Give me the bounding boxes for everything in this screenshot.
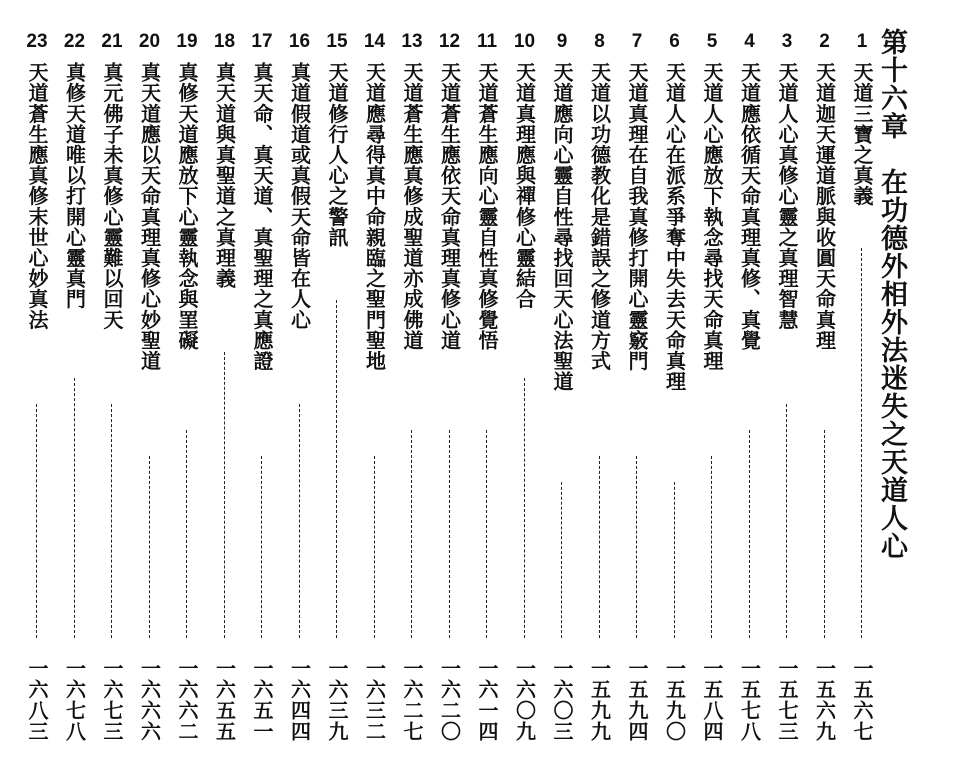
dot-leader [186,430,187,638]
dot-leader [674,482,675,638]
dot-leader [111,404,112,638]
chapter-title: 第十六章 在功德外相外法迷失之天道人心 [876,28,907,560]
dot-leader [636,456,637,638]
dot-leader [149,456,150,638]
dot-leader [711,456,712,638]
entry-number: 17 [251,31,273,52]
entry-page-number: 一五九四 [625,658,649,742]
toc-entry[interactable] [770,30,804,760]
entry-number: 3 [781,31,793,52]
toc-entry[interactable] [620,30,654,760]
toc-entry[interactable] [58,30,92,760]
dot-leader [374,456,375,638]
entry-number: 13 [401,31,423,52]
entry-number: 18 [213,31,236,52]
toc-entry[interactable] [358,30,392,760]
entry-title: 天道蒼生應真修末世心妙真法 [25,62,49,330]
entry-number: 12 [438,31,461,52]
entry-number: 9 [556,31,568,52]
entry-number: 16 [288,31,311,52]
entry-title: 天道人心真修心靈之真理智慧 [775,62,799,330]
entry-title: 天道蒼生應真修成聖道亦成佛道 [400,62,424,351]
dot-leader [861,248,862,638]
entry-page-number: 一五七三 [775,658,799,742]
dot-leader [261,456,262,638]
toc-entry[interactable] [245,30,279,760]
entry-number: 7 [631,31,643,52]
toc-entry[interactable] [170,30,204,760]
entry-title: 天道蒼生應依天命真理真修心道 [437,62,462,351]
toc-entry[interactable] [95,30,129,760]
entry-title: 天道人心應放下執念尋找天命真理 [700,62,724,371]
entry-number: 5 [706,31,718,52]
toc-entry[interactable] [20,30,54,760]
toc-entry[interactable] [583,30,617,760]
entry-title: 真天道應以天命真理真修心妙聖道 [137,62,162,371]
toc-entry[interactable] [395,30,429,760]
entry-page-number: 一五九〇 [662,658,687,742]
entry-page-number: 一六三二 [362,658,387,742]
toc-entry[interactable] [845,30,879,760]
toc-entry[interactable] [133,30,167,760]
dot-leader [449,430,450,638]
dot-leader [336,300,337,638]
entry-title: 天道迦天運道脈與收圓天命真理 [812,62,837,351]
toc-entry[interactable] [658,30,692,760]
entry-title: 真天道與真聖道之真理義 [212,62,237,289]
entry-number: 15 [326,31,348,52]
entry-page-number: 一六〇九 [512,658,537,742]
dot-leader [36,404,37,638]
toc-entry[interactable] [320,30,354,760]
entry-title: 天道三寶之真義 [850,62,874,207]
dot-leader [74,378,75,638]
entry-title: 真道假道或真假天命皆在人心 [287,62,312,330]
entry-number: 21 [101,31,123,52]
entry-page-number: 一六六六 [137,658,162,742]
entry-page-number: 一五八四 [700,658,724,742]
toc-entry[interactable] [733,30,767,760]
entry-title: 天道應尋得真中命親臨之聖門聖地 [362,62,387,371]
dot-leader [824,430,825,638]
entry-page-number: 一五六七 [850,658,874,742]
entry-title: 天道以功德教化是錯誤之修道方式 [587,62,612,371]
entry-title: 天道應依循天命真理真修、真覺 [737,62,762,351]
entry-page-number: 一六五五 [212,658,237,742]
entry-title: 真天命、真天道、真聖理之真應證 [250,62,274,371]
entry-page-number: 一六七三 [100,658,124,742]
dot-leader [299,404,300,638]
entry-title: 天道蒼生應向心靈自性真修覺悟 [475,62,499,351]
entry-number: 22 [63,31,86,52]
entry-number: 4 [744,31,755,52]
entry-title: 天道真理應與禪修心靈結合 [512,62,537,310]
toc-entry[interactable] [283,30,317,760]
entry-page-number: 一六二七 [400,658,424,742]
entry-title: 真修天道唯以打開心靈真門 [62,62,87,310]
dot-leader [524,378,525,638]
toc-entry[interactable] [470,30,504,760]
entry-number: 11 [476,31,498,52]
entry-page-number: 一六七八 [62,658,87,742]
entry-number: 23 [26,31,48,52]
entry-number: 14 [363,31,386,52]
entry-number: 10 [513,31,536,52]
entry-page-number: 一六一四 [475,658,499,742]
entry-number: 19 [176,31,198,52]
entry-number: 20 [138,31,161,52]
toc-entry[interactable] [508,30,542,760]
entry-title: 天道真理在自我真修打開心靈竅門 [625,62,649,371]
entry-page-number: 一六六二 [175,658,199,742]
entry-title: 天道修行人心之警訊 [325,62,349,248]
entry-page-number: 一六四四 [287,658,312,742]
toc-entry[interactable] [433,30,467,760]
entry-number: 6 [669,31,680,52]
entry-page-number: 一六〇三 [550,658,574,742]
entry-title: 真修天道應放下心靈執念與罣礙 [175,62,199,351]
entry-title: 天道人心在派系爭奪中失去天命真理 [662,62,687,392]
entry-page-number: 一六三九 [325,658,349,742]
entry-page-number: 一五七八 [737,658,762,742]
dot-leader [786,404,787,638]
dot-leader [486,430,487,638]
toc-entry[interactable] [208,30,242,760]
entry-number: 8 [594,31,605,52]
entry-title: 真元佛子未真修心靈難以回天 [100,62,124,330]
toc-entry[interactable] [545,30,579,760]
dot-leader [561,482,562,638]
entry-page-number: 一五六九 [812,658,837,742]
entry-page-number: 一五九九 [587,658,612,742]
dot-leader [749,430,750,638]
entry-number: 2 [819,31,830,52]
dot-leader [599,456,600,638]
entry-page-number: 一六五一 [250,658,274,742]
dot-leader [411,430,412,638]
entry-page-number: 一六八三 [25,658,49,742]
dot-leader [224,352,225,638]
toc-entry[interactable] [808,30,842,760]
toc-entry[interactable] [695,30,729,760]
entry-page-number: 一六二〇 [437,658,462,742]
entry-title: 天道應向心靈自性尋找回天心法聖道 [550,62,574,392]
entry-number: 1 [856,31,868,52]
